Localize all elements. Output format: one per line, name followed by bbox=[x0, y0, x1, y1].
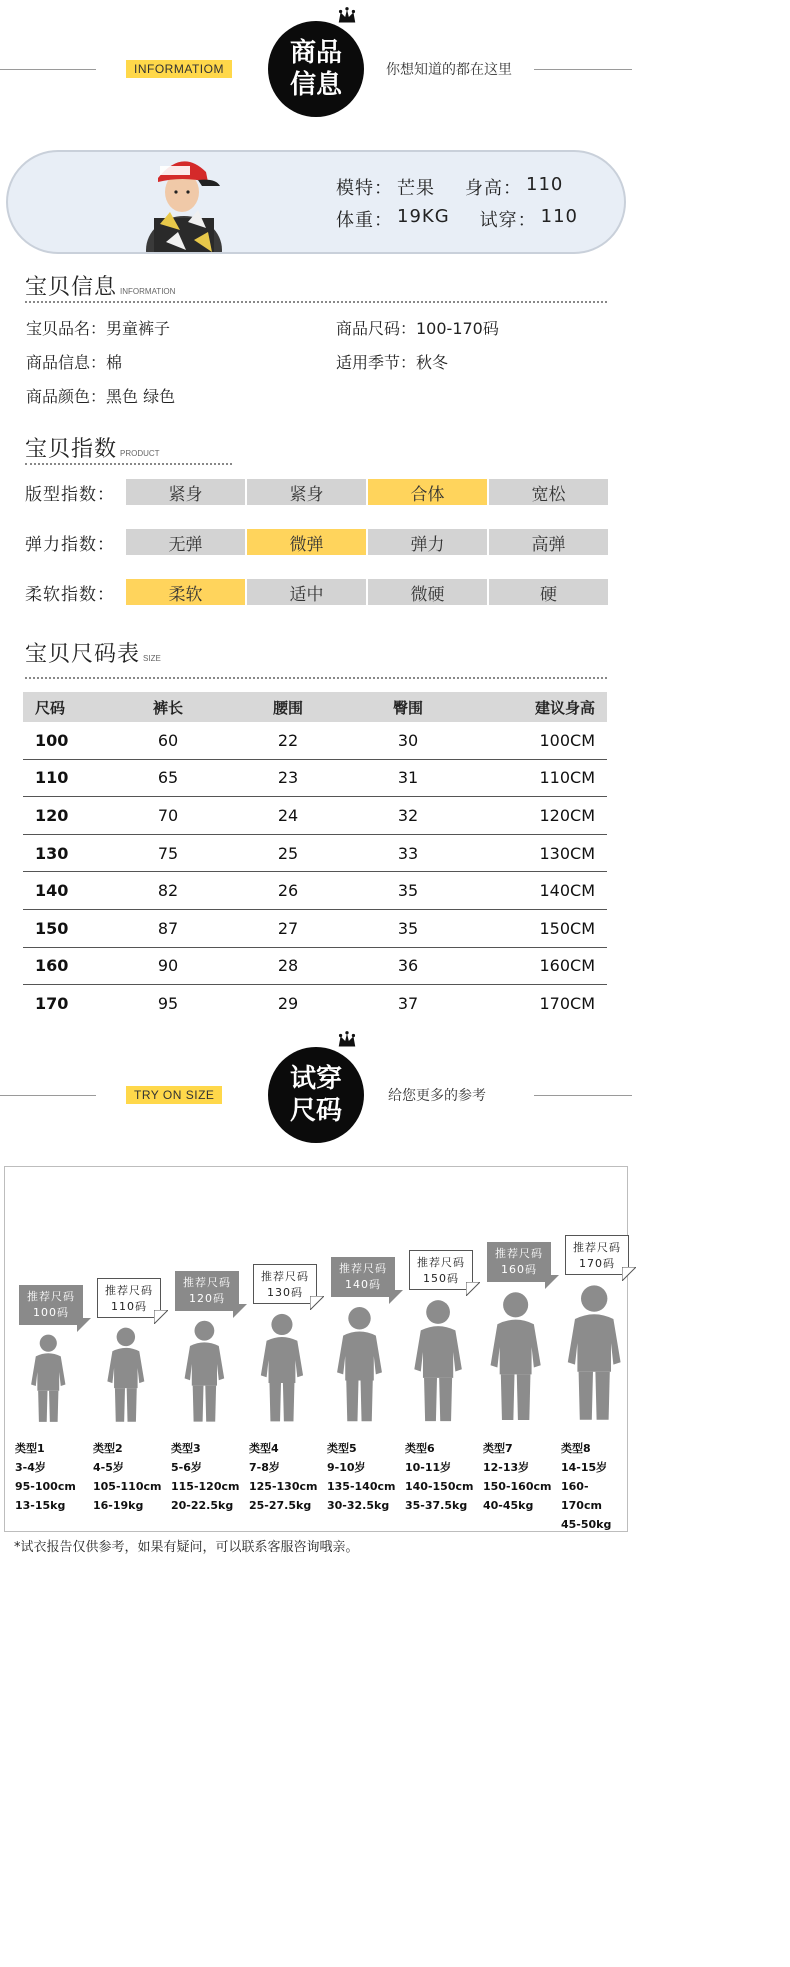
cell-height: 110CM bbox=[539, 768, 595, 788]
badge-title: 推荐尺码 bbox=[183, 1275, 231, 1289]
child-silhouette-icon bbox=[28, 1333, 69, 1425]
stat-weight: 13-15kg bbox=[15, 1499, 66, 1512]
index-option: 硬 bbox=[489, 579, 608, 605]
badge-title: 推荐尺码 bbox=[573, 1241, 621, 1255]
child-silhouette-icon bbox=[257, 1312, 307, 1425]
cell-waist: 22 bbox=[277, 730, 299, 750]
stat-type: 类型3 bbox=[171, 1442, 201, 1455]
cell-height: 160CM bbox=[539, 956, 595, 976]
index-option-selected: 柔软 bbox=[126, 579, 245, 605]
stat-height: 125-130cm bbox=[249, 1480, 318, 1493]
size-table bbox=[23, 692, 607, 1023]
stat-type: 类型7 bbox=[483, 1442, 513, 1455]
divider-right bbox=[534, 69, 632, 70]
circle-line-2: 信息 bbox=[289, 70, 342, 100]
footnote: *试衣报告仅供参考，如果有疑问，可以联系客服咨询哦亲。 bbox=[14, 1540, 359, 1555]
cell-size: 100 bbox=[35, 730, 69, 750]
info-product-size: 商品尺码：100-170码 bbox=[336, 319, 499, 338]
cell-size: 140 bbox=[35, 881, 69, 901]
section-title-en: PRODUCT bbox=[120, 449, 160, 458]
stat-weight: 35-37.5kg bbox=[405, 1499, 468, 1512]
model-tryon-value: 110 bbox=[540, 206, 579, 227]
size-recommend-badge bbox=[487, 1242, 551, 1282]
badge-title: 推荐尺码 bbox=[105, 1283, 153, 1297]
cell-height: 140CM bbox=[539, 881, 595, 901]
badge-pointer-icon bbox=[233, 1304, 247, 1318]
tryon-panel bbox=[4, 1166, 628, 1532]
cell-height: 130CM bbox=[539, 843, 595, 863]
info-product-color: 商品颜色：黑色 绿色 bbox=[26, 387, 176, 406]
cell-waist: 27 bbox=[277, 918, 299, 938]
table-row bbox=[23, 985, 607, 1023]
cell-length: 87 bbox=[157, 918, 179, 938]
badge-title: 推荐尺码 bbox=[27, 1289, 75, 1303]
tryon-stats bbox=[249, 1439, 317, 1515]
divider-left bbox=[0, 1095, 96, 1096]
cell-hip: 33 bbox=[397, 843, 419, 863]
child-silhouette-icon bbox=[333, 1305, 386, 1425]
model-name-label: 模特： bbox=[336, 178, 393, 199]
badge-size: 130码 bbox=[267, 1285, 303, 1299]
cell-length: 65 bbox=[157, 768, 179, 788]
index-option: 弹力 bbox=[368, 529, 487, 555]
cell-hip: 37 bbox=[397, 994, 419, 1014]
cell-height: 170CM bbox=[539, 994, 595, 1014]
size-recommend-badge bbox=[565, 1235, 629, 1275]
stat-age: 12-13岁 bbox=[483, 1461, 530, 1474]
index-option: 紧身 bbox=[126, 479, 245, 505]
crown-icon bbox=[336, 6, 358, 28]
cell-hip: 35 bbox=[397, 918, 419, 938]
stat-height: 115-120cm bbox=[171, 1480, 240, 1493]
table-row bbox=[23, 835, 607, 873]
cell-hip: 30 bbox=[397, 730, 419, 750]
stat-weight: 45-50kg bbox=[561, 1518, 612, 1531]
size-recommend-badge bbox=[97, 1278, 161, 1318]
stat-type: 类型4 bbox=[249, 1442, 279, 1455]
section-title-zh: 宝贝尺码表 bbox=[25, 642, 141, 667]
banner-tag: TRY ON SIZE bbox=[126, 1086, 222, 1104]
stat-weight: 40-45kg bbox=[483, 1499, 534, 1512]
circle-line-2: 尺码 bbox=[289, 1096, 342, 1126]
header-waist: 腰围 bbox=[272, 698, 303, 717]
badge-size: 140码 bbox=[345, 1277, 381, 1291]
size-recommend-badge bbox=[331, 1257, 395, 1297]
section-title-en: SIZE bbox=[143, 654, 161, 663]
cell-height: 100CM bbox=[539, 730, 595, 750]
cell-waist: 29 bbox=[277, 994, 299, 1014]
circle-line-1: 试穿 bbox=[289, 1064, 342, 1094]
stat-weight: 16-19kg bbox=[93, 1499, 144, 1512]
stat-height: 95-100cm bbox=[15, 1480, 76, 1493]
stat-type: 类型6 bbox=[405, 1442, 435, 1455]
dotted-divider bbox=[25, 301, 607, 303]
stat-height: 160-170cm bbox=[561, 1480, 602, 1512]
child-silhouette-icon bbox=[104, 1326, 148, 1425]
badge-size: 150码 bbox=[423, 1271, 459, 1285]
index-label: 版型指数： bbox=[25, 484, 115, 505]
dotted-divider bbox=[25, 677, 607, 679]
index-option: 微硬 bbox=[368, 579, 487, 605]
cell-height: 120CM bbox=[539, 805, 595, 825]
badge-size: 120码 bbox=[189, 1291, 225, 1305]
banner-tag: INFORMATIOM bbox=[126, 60, 232, 78]
cell-waist: 24 bbox=[277, 805, 299, 825]
cell-hip: 36 bbox=[397, 956, 419, 976]
table-row bbox=[23, 872, 607, 910]
child-silhouette-icon bbox=[410, 1298, 466, 1425]
info-product-season: 适用季节：秋冬 bbox=[336, 353, 449, 372]
index-section-title bbox=[25, 432, 160, 463]
cell-size: 170 bbox=[35, 994, 69, 1014]
cell-waist: 23 bbox=[277, 768, 299, 788]
index-option-selected: 微弹 bbox=[247, 529, 366, 555]
stat-age: 9-10岁 bbox=[327, 1461, 366, 1474]
index-option: 紧身 bbox=[247, 479, 366, 505]
section-title-zh: 宝贝信息 bbox=[25, 275, 118, 300]
index-label: 柔软指数： bbox=[25, 584, 115, 605]
table-row bbox=[23, 722, 607, 760]
size-table-body bbox=[23, 722, 607, 1023]
badge-title: 推荐尺码 bbox=[261, 1269, 309, 1283]
badge-pointer-icon bbox=[545, 1275, 559, 1289]
model-weight-value: 19KG bbox=[397, 206, 450, 227]
crown-icon bbox=[336, 1030, 358, 1052]
cell-height: 150CM bbox=[539, 918, 595, 938]
table-row bbox=[23, 910, 607, 948]
stat-age: 14-15岁 bbox=[561, 1461, 608, 1474]
cell-length: 60 bbox=[157, 730, 179, 750]
child-silhouette-icon bbox=[486, 1290, 545, 1425]
tryon-stats bbox=[171, 1439, 239, 1515]
index-option: 宽松 bbox=[489, 479, 608, 505]
size-recommend-badge bbox=[19, 1285, 83, 1325]
cell-hip: 31 bbox=[397, 768, 419, 788]
model-name-value: 芒果 bbox=[397, 178, 435, 199]
banner-note: 给您更多的参考 bbox=[388, 1088, 486, 1104]
stat-type: 类型2 bbox=[93, 1442, 123, 1455]
cell-size: 150 bbox=[35, 918, 69, 938]
cell-waist: 28 bbox=[277, 956, 299, 976]
cell-length: 90 bbox=[157, 956, 179, 976]
index-option-selected: 合体 bbox=[368, 479, 487, 505]
section-title-zh: 宝贝指数 bbox=[25, 437, 118, 462]
badge-pointer-icon bbox=[77, 1318, 91, 1332]
header-size: 尺码 bbox=[35, 698, 66, 717]
child-silhouette-icon bbox=[181, 1319, 228, 1425]
index-row bbox=[25, 529, 608, 555]
index-options bbox=[126, 479, 608, 505]
tryon-stats bbox=[93, 1439, 161, 1515]
badge-pointer-icon bbox=[622, 1267, 636, 1281]
info-section-title bbox=[25, 270, 175, 301]
stat-height: 135-140cm bbox=[327, 1480, 396, 1493]
badge-title: 推荐尺码 bbox=[417, 1255, 465, 1269]
info-banner bbox=[0, 14, 632, 124]
section-title-en: INFORMATION bbox=[120, 287, 176, 296]
badge-pointer-icon bbox=[310, 1296, 324, 1310]
banner-circle bbox=[268, 21, 364, 117]
stat-age: 5-6岁 bbox=[171, 1461, 202, 1474]
index-option: 高弹 bbox=[489, 529, 608, 555]
index-options bbox=[126, 579, 608, 605]
tryon-stats bbox=[405, 1439, 473, 1515]
cell-size: 120 bbox=[35, 805, 69, 825]
dotted-divider bbox=[25, 463, 232, 465]
tryon-stats bbox=[483, 1439, 551, 1515]
stat-weight: 20-22.5kg bbox=[171, 1499, 234, 1512]
badge-size: 100码 bbox=[33, 1305, 69, 1319]
cell-length: 75 bbox=[157, 843, 179, 863]
banner-note: 你想知道的都在这里 bbox=[386, 62, 512, 78]
table-row bbox=[23, 797, 607, 835]
badge-pointer-icon bbox=[154, 1310, 168, 1324]
index-option: 适中 bbox=[247, 579, 366, 605]
size-recommend-badge bbox=[409, 1250, 473, 1290]
stat-weight: 25-27.5kg bbox=[249, 1499, 312, 1512]
cell-size: 110 bbox=[35, 768, 69, 788]
index-options bbox=[126, 529, 608, 555]
size-table-header bbox=[23, 692, 607, 722]
badge-title: 推荐尺码 bbox=[495, 1247, 543, 1261]
model-weight-label: 体重： bbox=[336, 210, 393, 231]
tryon-banner bbox=[0, 1040, 632, 1150]
divider-left bbox=[0, 69, 96, 70]
cell-hip: 32 bbox=[397, 805, 419, 825]
stat-type: 类型5 bbox=[327, 1442, 357, 1455]
size-recommend-badge bbox=[175, 1271, 239, 1311]
stat-height: 105-110cm bbox=[93, 1480, 162, 1493]
header-height: 建议身高 bbox=[534, 698, 595, 717]
stat-age: 7-8岁 bbox=[249, 1461, 280, 1474]
cell-size: 130 bbox=[35, 843, 69, 863]
banner-circle bbox=[268, 1047, 364, 1143]
index-label: 弹力指数： bbox=[25, 534, 115, 555]
model-height-label: 身高： bbox=[465, 178, 522, 199]
tryon-stats bbox=[327, 1439, 395, 1515]
tryon-stats bbox=[561, 1439, 627, 1534]
index-row bbox=[25, 479, 608, 505]
divider-right bbox=[534, 1095, 632, 1096]
cell-length: 95 bbox=[157, 994, 179, 1014]
badge-size: 110码 bbox=[111, 1299, 147, 1313]
stat-age: 4-5岁 bbox=[93, 1461, 124, 1474]
badge-title: 推荐尺码 bbox=[339, 1261, 387, 1275]
model-height-value: 110 bbox=[526, 174, 564, 195]
model-photo bbox=[136, 152, 236, 254]
table-row bbox=[23, 948, 607, 986]
size-section-title bbox=[25, 637, 161, 668]
cell-hip: 35 bbox=[397, 881, 419, 901]
index-row bbox=[25, 579, 608, 605]
stat-height: 140-150cm bbox=[405, 1480, 474, 1493]
child-silhouette-icon bbox=[563, 1283, 625, 1425]
header-hip: 臀围 bbox=[392, 698, 423, 717]
stat-type: 类型1 bbox=[15, 1442, 45, 1455]
cell-waist: 25 bbox=[277, 843, 299, 863]
stat-age: 3-4岁 bbox=[15, 1461, 46, 1474]
stat-weight: 30-32.5kg bbox=[327, 1499, 390, 1512]
model-row-1 bbox=[336, 174, 563, 200]
circle-line-1: 商品 bbox=[289, 38, 342, 68]
table-row bbox=[23, 760, 607, 798]
cell-length: 70 bbox=[157, 805, 179, 825]
index-option: 无弹 bbox=[126, 529, 245, 555]
info-product-name: 宝贝品名：男童裤子 bbox=[26, 319, 171, 338]
model-card bbox=[6, 150, 626, 254]
stat-height: 150-160cm bbox=[483, 1480, 552, 1493]
size-recommend-badge bbox=[253, 1264, 317, 1304]
cell-size: 160 bbox=[35, 956, 69, 976]
stat-type: 类型8 bbox=[561, 1442, 591, 1455]
cell-length: 82 bbox=[157, 881, 179, 901]
model-row-2 bbox=[336, 206, 578, 232]
header-length: 裤长 bbox=[152, 698, 183, 717]
stat-age: 10-11岁 bbox=[405, 1461, 452, 1474]
info-product-material: 商品信息：棉 bbox=[26, 353, 123, 372]
model-tryon-label: 试穿： bbox=[479, 210, 537, 231]
badge-size: 160码 bbox=[501, 1263, 537, 1277]
tryon-stats bbox=[15, 1439, 76, 1515]
cell-waist: 26 bbox=[277, 881, 299, 901]
badge-pointer-icon bbox=[389, 1290, 403, 1304]
badge-pointer-icon bbox=[466, 1282, 480, 1296]
badge-size: 170码 bbox=[579, 1257, 615, 1271]
